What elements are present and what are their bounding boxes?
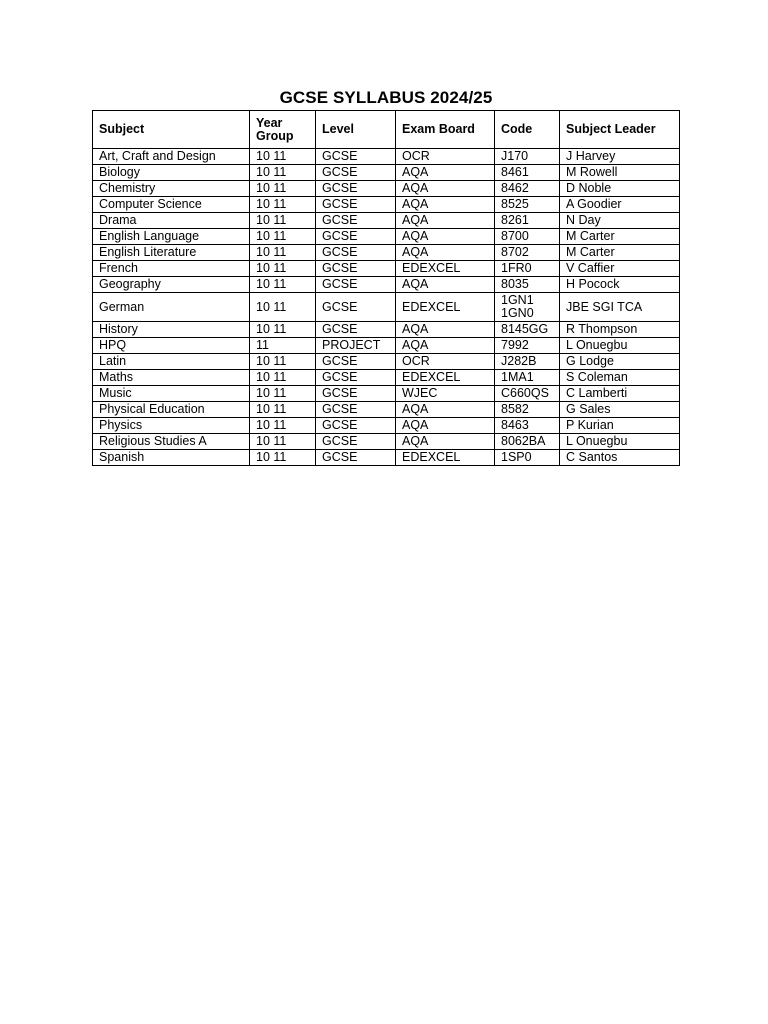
year-group-cell: 10 11	[250, 322, 316, 338]
code-cell	[495, 450, 560, 466]
subject-cell: German	[93, 293, 250, 322]
subject-leader-cell: N Day	[560, 213, 680, 229]
level-cell: GCSE	[316, 261, 396, 277]
exam-board-cell: OCR	[396, 149, 495, 165]
subject-cell: Physical Education	[93, 402, 250, 418]
code-cell	[495, 434, 560, 450]
year-group-cell: 10 11	[250, 434, 316, 450]
subject-leader-cell: M Rowell	[560, 165, 680, 181]
page-title: GCSE SYLLABUS 2024/25	[279, 88, 493, 107]
year-group-cell: 10 11	[250, 418, 316, 434]
level-cell: GCSE	[316, 354, 396, 370]
year-group-cell: 10 11	[250, 386, 316, 402]
table-row	[93, 293, 680, 322]
exam-board-cell: AQA	[396, 418, 495, 434]
code-line: 8261	[501, 213, 529, 227]
subject-leader-cell: C Lamberti	[560, 386, 680, 402]
code-cell	[495, 402, 560, 418]
code-cell	[495, 261, 560, 277]
code-line: 8062BA	[501, 434, 546, 448]
code-cell	[495, 213, 560, 229]
code-line: 8035	[501, 277, 529, 291]
code-line: 1SP0	[501, 450, 532, 464]
subject-leader-cell: S Coleman	[560, 370, 680, 386]
header-year-group: Year Group	[250, 111, 316, 149]
header-subject-leader: Subject Leader	[560, 111, 680, 149]
subject-leader-cell: M Carter	[560, 245, 680, 261]
subject-cell: Music	[93, 386, 250, 402]
level-cell: GCSE	[316, 213, 396, 229]
year-group-cell: 10 11	[250, 277, 316, 293]
exam-board-cell: OCR	[396, 354, 495, 370]
exam-board-cell: EDEXCEL	[396, 293, 495, 322]
code-cell	[495, 338, 560, 354]
subject-cell: Biology	[93, 165, 250, 181]
table-row	[93, 370, 680, 386]
table-row	[93, 277, 680, 293]
table-row	[93, 213, 680, 229]
year-group-cell: 10 11	[250, 354, 316, 370]
table-row	[93, 261, 680, 277]
subject-leader-cell: A Goodier	[560, 197, 680, 213]
subject-cell: Religious Studies A	[93, 434, 250, 450]
exam-board-cell: AQA	[396, 181, 495, 197]
subject-cell: Latin	[93, 354, 250, 370]
code-line: 8145GG	[501, 322, 549, 336]
subject-cell: French	[93, 261, 250, 277]
code-cell	[495, 293, 560, 322]
code-cell	[495, 197, 560, 213]
subject-cell: HPQ	[93, 338, 250, 354]
code-cell	[495, 149, 560, 165]
code-cell	[495, 181, 560, 197]
exam-board-cell: EDEXCEL	[396, 261, 495, 277]
table-body	[93, 149, 680, 466]
level-cell: GCSE	[316, 197, 396, 213]
subject-cell: Computer Science	[93, 197, 250, 213]
code-line: 8582	[501, 402, 529, 416]
code-line: 8702	[501, 245, 529, 259]
year-group-cell: 10 11	[250, 149, 316, 165]
header-exam-board: Exam Board	[396, 111, 495, 149]
subject-cell: Chemistry	[93, 181, 250, 197]
code-line: 8461	[501, 165, 529, 179]
subject-leader-cell: G Sales	[560, 402, 680, 418]
year-group-cell: 10 11	[250, 261, 316, 277]
syllabus-table	[92, 110, 680, 466]
level-cell: GCSE	[316, 229, 396, 245]
subject-leader-cell: J Harvey	[560, 149, 680, 165]
code-line: 1GN1	[501, 293, 534, 307]
level-cell: GCSE	[316, 434, 396, 450]
subject-leader-cell: D Noble	[560, 181, 680, 197]
table-row	[93, 402, 680, 418]
exam-board-cell: AQA	[396, 434, 495, 450]
code-line: 8700	[501, 229, 529, 243]
code-line: 8463	[501, 418, 529, 432]
code-line: 1MA1	[501, 370, 534, 384]
year-group-cell: 11	[250, 338, 316, 354]
exam-board-cell: AQA	[396, 402, 495, 418]
year-group-cell: 10 11	[250, 181, 316, 197]
code-line: J282B	[501, 354, 537, 368]
level-cell: GCSE	[316, 450, 396, 466]
code-line: 1FR0	[501, 261, 532, 275]
level-cell: GCSE	[316, 149, 396, 165]
subject-leader-cell: L Onuegbu	[560, 338, 680, 354]
table-row	[93, 418, 680, 434]
exam-board-cell: AQA	[396, 229, 495, 245]
year-group-cell: 10 11	[250, 293, 316, 322]
table-row	[93, 245, 680, 261]
subject-cell: Spanish	[93, 450, 250, 466]
code-line: J170	[501, 149, 529, 163]
level-cell: GCSE	[316, 277, 396, 293]
table-header-row	[93, 111, 680, 149]
subject-leader-cell: JBE SGI TCA	[560, 293, 680, 322]
code-line: C660QS	[501, 386, 549, 400]
table-row	[93, 165, 680, 181]
level-cell: GCSE	[316, 293, 396, 322]
table-row	[93, 354, 680, 370]
exam-board-cell: AQA	[396, 165, 495, 181]
exam-board-cell: AQA	[396, 322, 495, 338]
code-line: 8525	[501, 197, 529, 211]
level-cell: GCSE	[316, 402, 396, 418]
table-row	[93, 181, 680, 197]
year-group-cell: 10 11	[250, 165, 316, 181]
subject-leader-cell: P Kurian	[560, 418, 680, 434]
subject-cell: Maths	[93, 370, 250, 386]
subject-leader-cell: R Thompson	[560, 322, 680, 338]
level-cell: GCSE	[316, 322, 396, 338]
level-cell: PROJECT	[316, 338, 396, 354]
code-cell	[495, 322, 560, 338]
code-cell	[495, 277, 560, 293]
subject-leader-cell: G Lodge	[560, 354, 680, 370]
table-row	[93, 197, 680, 213]
subject-leader-cell: V Caffier	[560, 261, 680, 277]
code-cell	[495, 245, 560, 261]
year-group-cell: 10 11	[250, 370, 316, 386]
code-cell	[495, 386, 560, 402]
subject-cell: Physics	[93, 418, 250, 434]
code-cell	[495, 418, 560, 434]
table-row	[93, 322, 680, 338]
year-group-cell: 10 11	[250, 245, 316, 261]
exam-board-cell: AQA	[396, 213, 495, 229]
table-row	[93, 149, 680, 165]
code-line: 1GN0	[501, 306, 534, 320]
exam-board-cell: EDEXCEL	[396, 450, 495, 466]
code-cell	[495, 354, 560, 370]
exam-board-cell: AQA	[396, 245, 495, 261]
subject-cell: History	[93, 322, 250, 338]
level-cell: GCSE	[316, 370, 396, 386]
level-cell: GCSE	[316, 386, 396, 402]
year-group-cell: 10 11	[250, 197, 316, 213]
subject-cell: Drama	[93, 213, 250, 229]
level-cell: GCSE	[316, 245, 396, 261]
exam-board-cell: EDEXCEL	[396, 370, 495, 386]
subject-leader-cell: M Carter	[560, 229, 680, 245]
code-cell	[495, 165, 560, 181]
code-cell	[495, 370, 560, 386]
subject-leader-cell: H Pocock	[560, 277, 680, 293]
table-row	[93, 434, 680, 450]
header-level: Level	[316, 111, 396, 149]
level-cell: GCSE	[316, 181, 396, 197]
table-row	[93, 338, 680, 354]
header-code: Code	[495, 111, 560, 149]
code-cell	[495, 229, 560, 245]
subject-cell: English Literature	[93, 245, 250, 261]
subject-cell: Art, Craft and Design	[93, 149, 250, 165]
subject-leader-cell: C Santos	[560, 450, 680, 466]
code-line: 8462	[501, 181, 529, 195]
level-cell: GCSE	[316, 165, 396, 181]
table-row	[93, 386, 680, 402]
exam-board-cell: WJEC	[396, 386, 495, 402]
level-cell: GCSE	[316, 418, 396, 434]
subject-leader-cell: L Onuegbu	[560, 434, 680, 450]
subject-cell: English Language	[93, 229, 250, 245]
exam-board-cell: AQA	[396, 277, 495, 293]
header-subject: Subject	[93, 111, 250, 149]
exam-board-cell: AQA	[396, 338, 495, 354]
table-row	[93, 450, 680, 466]
table-row	[93, 229, 680, 245]
year-group-cell: 10 11	[250, 450, 316, 466]
year-group-cell: 10 11	[250, 402, 316, 418]
year-group-cell: 10 11	[250, 213, 316, 229]
year-group-cell: 10 11	[250, 229, 316, 245]
exam-board-cell: AQA	[396, 197, 495, 213]
code-line: 7992	[501, 338, 529, 352]
subject-cell: Geography	[93, 277, 250, 293]
